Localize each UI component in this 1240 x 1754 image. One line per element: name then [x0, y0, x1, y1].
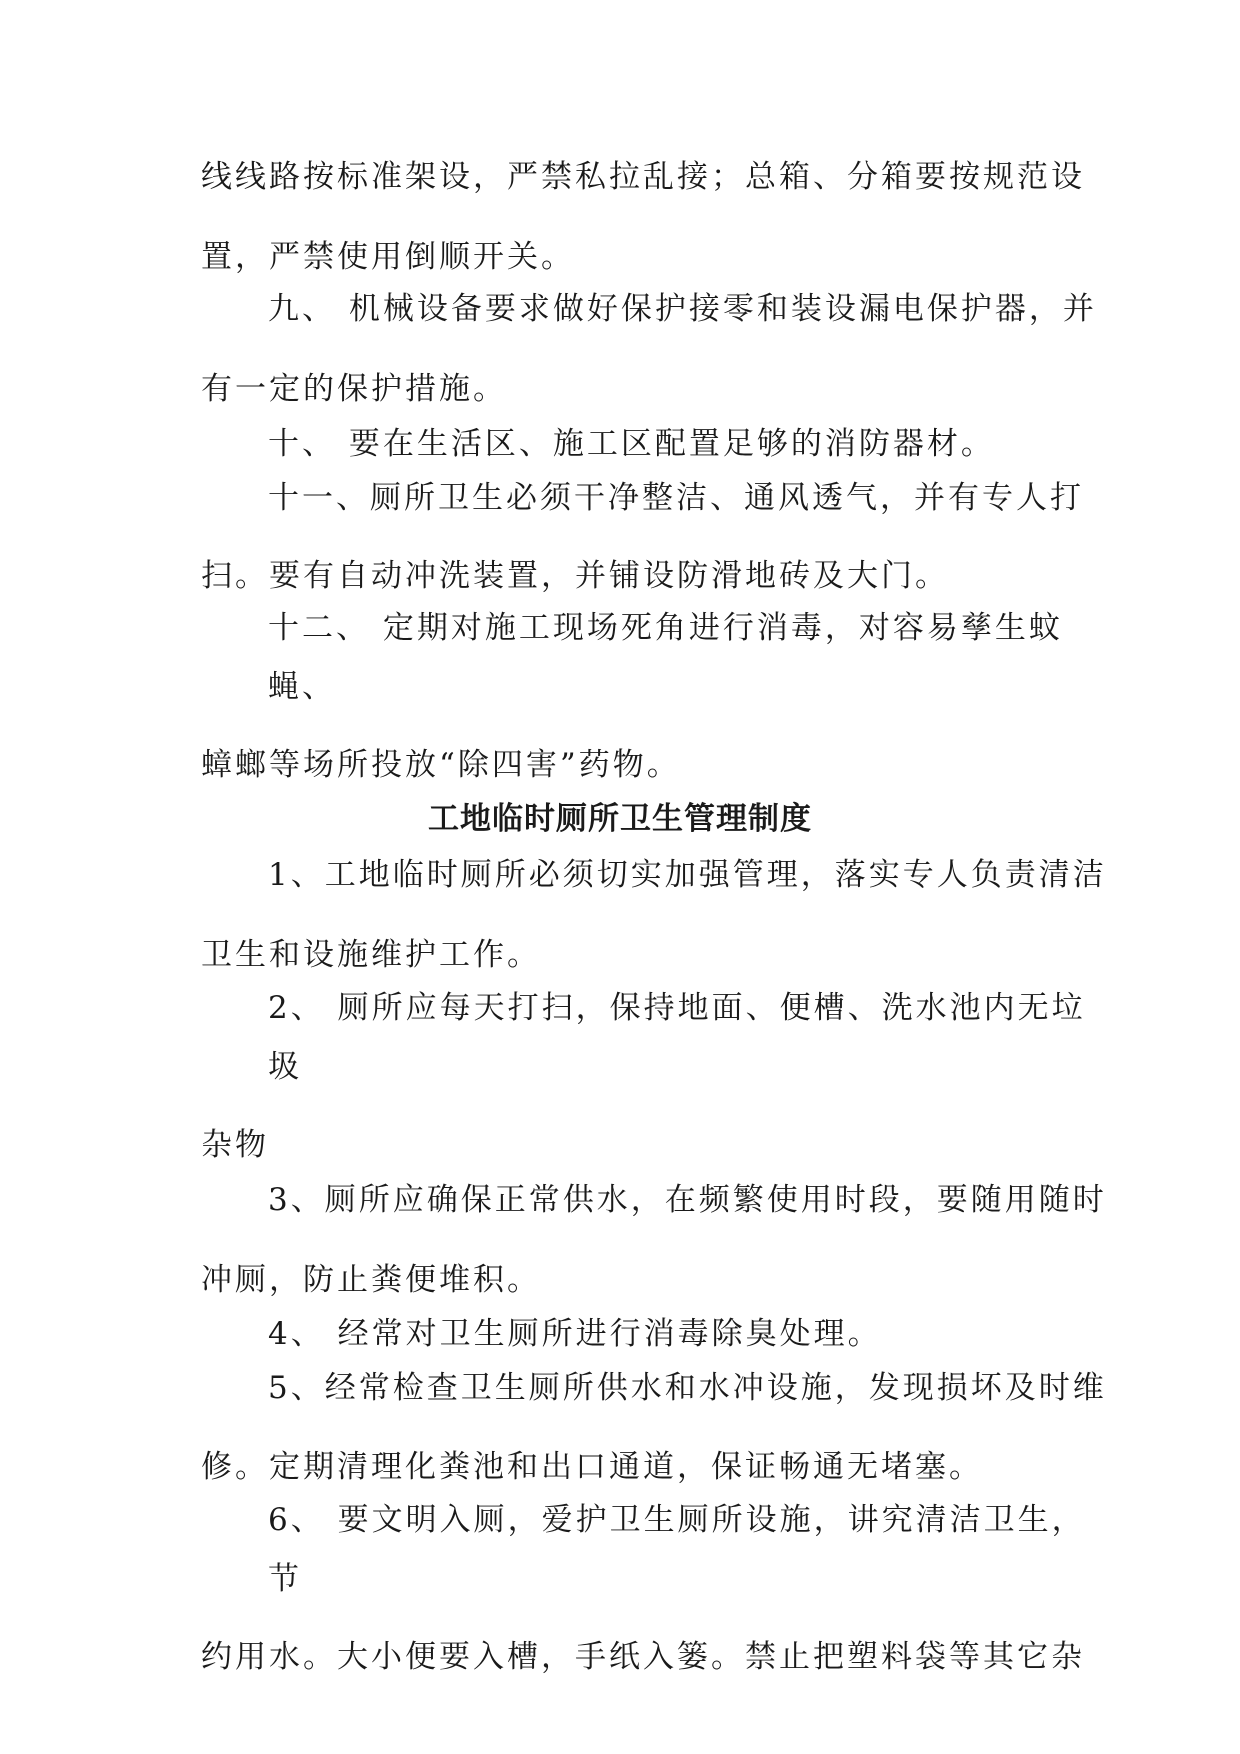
body-text-line: 3、厕所应确保正常供水，在频繁使用时段，要随用随时: [268, 1182, 1107, 1218]
body-text-line: 扫。要有自动冲洗装置，并铺设防滑地砖及大门。: [201, 558, 949, 594]
body-text-line: 约用水。大小便要入槽，手纸入篓。禁止把塑料袋等其它杂: [201, 1639, 1085, 1675]
body-text-line: 卫生和设施维护工作。: [201, 937, 541, 973]
body-text-line: 冲厕，防止粪便堆积。: [201, 1262, 541, 1298]
body-text-line: 置，严禁使用倒顺开关。: [201, 239, 575, 275]
body-text-line: 蝇、: [268, 669, 336, 705]
body-text-line: 4、 经常对卫生厕所进行消毒除臭处理。: [268, 1316, 882, 1352]
body-text-line: 2、 厕所应每天打扫，保持地面、便槽、洗水池内无垃: [268, 990, 1086, 1026]
body-text-line: 5、经常检查卫生厕所供水和水冲设施，发现损坏及时维: [268, 1370, 1107, 1406]
body-text-line: 蟑螂等场所投放“除四害”药物。: [201, 747, 681, 783]
body-text-line: 线线路按标准架设，严禁私拉乱接；总箱、分箱要按规范设: [201, 159, 1085, 195]
body-text-line: 杂物: [201, 1127, 269, 1163]
body-text-line: 节: [268, 1561, 302, 1597]
body-text-line: 十二、 定期对施工现场死角进行消毒，对容易孳生蚊: [268, 610, 1063, 646]
body-text-line: 有一定的保护措施。: [201, 371, 507, 407]
body-text-line: 1、工地临时厕所必须切实加强管理，落实专人负责清洁: [268, 857, 1107, 893]
body-text-line: 圾: [268, 1049, 302, 1085]
body-text-line: 6、 要文明入厕，爱护卫生厕所设施，讲究清洁卫生，: [268, 1502, 1086, 1538]
body-text-line: 九、 机械设备要求做好保护接零和装设漏电保护器，并: [268, 291, 1097, 327]
body-text-line: 十一、厕所卫生必须干净整洁、通风透气，并有专人打: [268, 480, 1084, 516]
body-text-line: 十、 要在生活区、施工区配置足够的消防器材。: [268, 426, 995, 462]
body-text-line: 修。定期清理化粪池和出口通道，保证畅通无堵塞。: [201, 1449, 983, 1485]
section-title: 工地临时厕所卫生管理制度: [428, 801, 812, 837]
